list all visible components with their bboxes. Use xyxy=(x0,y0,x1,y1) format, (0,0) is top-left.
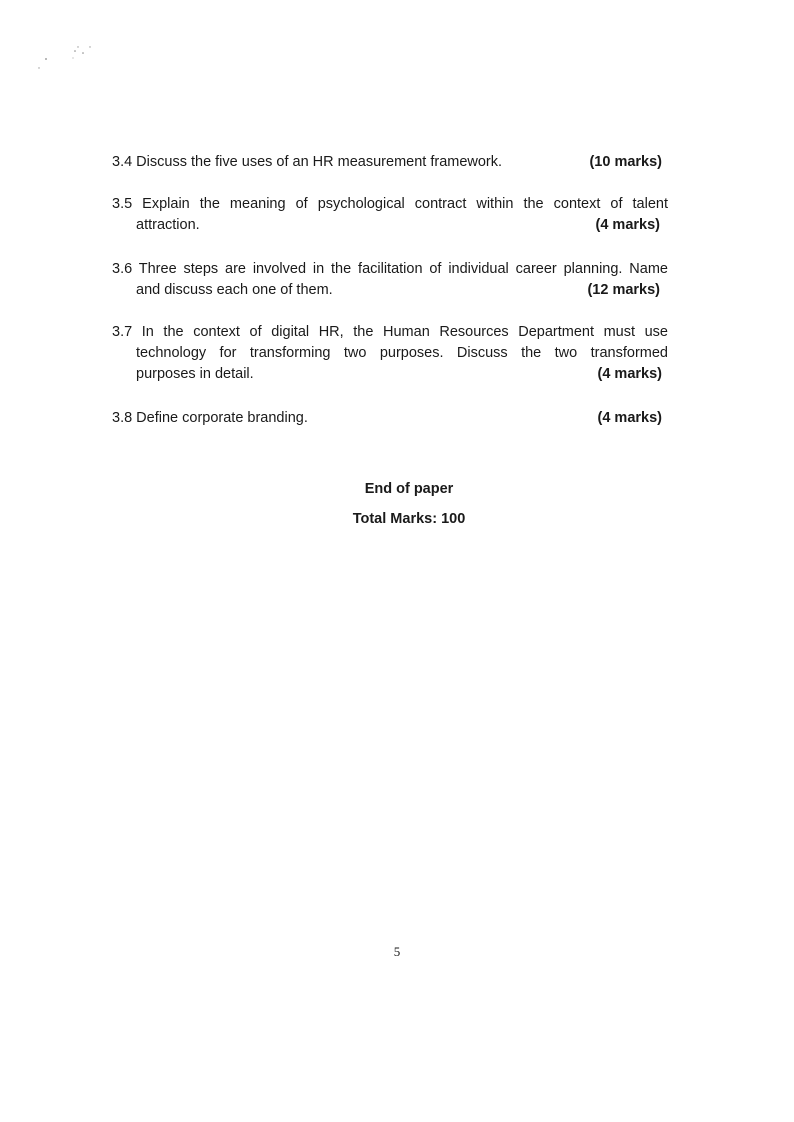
question-line-text: and discuss each one of them. xyxy=(136,282,333,298)
question-line xyxy=(112,215,668,236)
marks-label: (10 marks) xyxy=(589,154,662,170)
total-marks: Total Marks: 100 xyxy=(352,511,466,527)
question-3-8 xyxy=(112,408,668,429)
question-line: technology for transforming two purposes. Discuss the two transformed xyxy=(136,345,668,361)
question-line-text: attraction. xyxy=(136,217,200,233)
question-line: 3.6 Three steps are involved in the facilitation of individual career planning. Name xyxy=(112,261,668,277)
question-line xyxy=(112,364,668,385)
scan-speck-marks xyxy=(30,38,110,78)
marks-label: (4 marks) xyxy=(597,366,662,382)
question-line: 3.5 Explain the meaning of psychological contract within the context of talent xyxy=(112,196,668,212)
page-number: 5 xyxy=(393,944,401,959)
question-line: 3.4 Discuss the five uses of an HR measurement framework. xyxy=(112,154,503,170)
question-3-4 xyxy=(112,152,668,173)
question-line: 3.7 In the context of digital HR, the Human Resources Department must use xyxy=(112,324,668,340)
question-3-6 xyxy=(112,259,668,301)
question-3-7 xyxy=(112,322,668,385)
question-line xyxy=(112,280,668,301)
marks-label: (4 marks) xyxy=(595,217,660,233)
question-line-text: purposes in detail. xyxy=(136,366,254,382)
marks-label: (12 marks) xyxy=(587,282,660,298)
marks-label: (4 marks) xyxy=(597,410,662,426)
question-3-5 xyxy=(112,194,668,236)
end-of-paper: End of paper xyxy=(364,481,454,497)
question-line: 3.8 Define corporate branding. xyxy=(112,410,308,426)
